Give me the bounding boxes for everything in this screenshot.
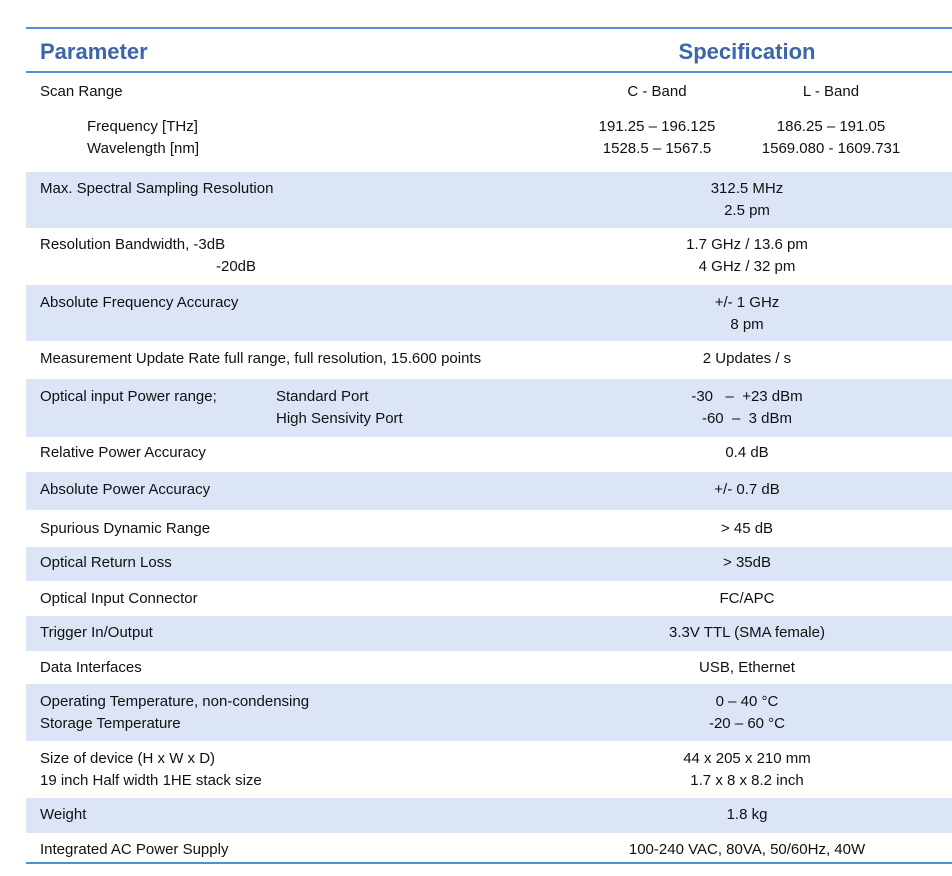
power-supply-label: Integrated AC Power Supply: [40, 841, 229, 858]
connector-label: Optical Input Connector: [40, 590, 198, 607]
spurious-label: Spurious Dynamic Range: [40, 520, 211, 537]
sampling-spec-2: 2.5 pm: [724, 202, 770, 219]
storage-temp-spec: -20 – 60 °C: [708, 715, 786, 732]
input-power-spec-1: -30 – +23 dBm: [691, 388, 803, 405]
row-data-interfaces: [26, 651, 952, 684]
row-relative-power-accuracy: [26, 437, 952, 472]
weight-spec: 1.8 kg: [726, 806, 768, 823]
operating-temp-spec: 0 – 40 °C: [715, 693, 779, 710]
size-spec-mm: 44 x 205 x 210 mm: [683, 750, 811, 767]
storage-temp-label: Storage Temperature: [40, 715, 181, 732]
connector-spec: FC/APC: [719, 590, 775, 607]
row-optical-return-loss: [26, 547, 952, 581]
c-band-header: C - Band: [627, 83, 687, 100]
weight-label: Weight: [40, 806, 87, 823]
abs-power-label: Absolute Power Accuracy: [40, 481, 211, 498]
table-header: [26, 29, 952, 73]
size-label: Size of device (H x W x D): [40, 750, 216, 767]
row-trigger: [26, 616, 952, 651]
sampling-label: Max. Spectral Sampling Resolution: [40, 180, 274, 197]
update-rate-label: Measurement Update Rate full range, full resolution, 15.600 points: [40, 350, 482, 367]
table-bottom-rule: [26, 862, 952, 864]
size-spec-inch: 1.7 x 8 x 8.2 inch: [690, 772, 804, 789]
l-band-frequency: 186.25 – 191.05: [776, 118, 886, 135]
row-weight: [26, 798, 952, 833]
scan-range-label: Scan Range: [40, 83, 123, 100]
l-band-wavelength: 1569.080 - 1609.731: [761, 140, 901, 157]
high-sensivity-port-label: High Sensivity Port: [276, 410, 403, 427]
spurious-spec: > 45 dB: [720, 520, 774, 537]
rel-power-spec: 0.4 dB: [725, 444, 769, 461]
row-spurious-dynamic-range: [26, 510, 952, 547]
rel-power-label: Relative Power Accuracy: [40, 444, 206, 461]
abs-freq-label: Absolute Frequency Accuracy: [40, 294, 239, 311]
power-supply-spec: 100-240 VAC, 80VA, 50/60Hz, 40W: [628, 841, 866, 858]
c-band-wavelength: 1528.5 – 1567.5: [602, 140, 712, 157]
trigger-label: Trigger In/Output: [40, 624, 153, 641]
c-band-frequency: 191.25 – 196.125: [598, 118, 716, 135]
update-rate-spec: 2 Updates / s: [702, 350, 792, 367]
standard-port-label: Standard Port: [276, 388, 369, 405]
abs-power-spec: +/- 0.7 dB: [714, 481, 780, 498]
rbw-spec-2: 4 GHz / 32 pm: [698, 258, 796, 275]
row-frequency-wavelength: [26, 107, 952, 172]
stack-size-label: 19 inch Half width 1HE stack size: [40, 772, 262, 789]
rbw-label: Resolution Bandwidth, -3dB: [40, 236, 226, 253]
row-absolute-frequency-accuracy: [26, 285, 952, 341]
rbw-spec-1: 1.7 GHz / 13.6 pm: [686, 236, 808, 253]
return-loss-spec: > 35dB: [723, 554, 771, 571]
row-scan-range: [26, 73, 952, 107]
l-band-header: L - Band: [802, 83, 860, 100]
operating-temp-label: Operating Temperature, non-condensing: [40, 693, 310, 710]
wavelength-label: Wavelength [nm]: [87, 140, 199, 157]
row-absolute-power-accuracy: [26, 472, 952, 510]
header-parameter: Parameter: [40, 39, 148, 64]
row-temperature: [26, 684, 952, 741]
frequency-label: Frequency [THz]: [87, 118, 198, 135]
row-size-of-device: [26, 741, 952, 798]
row-sampling-resolution: [26, 172, 952, 228]
row-optical-input-connector: [26, 581, 952, 616]
row-ac-power-supply: [26, 833, 952, 870]
row-resolution-bandwidth: [26, 228, 952, 285]
sampling-spec-1: 312.5 MHz: [710, 180, 784, 197]
input-power-label: Optical input Power range;: [40, 388, 217, 405]
trigger-spec: 3.3V TTL (SMA female): [669, 624, 825, 641]
interfaces-spec: USB, Ethernet: [699, 659, 795, 676]
header-specification: Specification: [678, 39, 816, 64]
input-power-spec-2: -60 – 3 dBm: [701, 410, 793, 427]
return-loss-label: Optical Return Loss: [40, 554, 172, 571]
interfaces-label: Data Interfaces: [40, 659, 142, 676]
abs-freq-spec-1: +/- 1 GHz: [714, 294, 780, 311]
rbw-label-20db: -20dB: [216, 258, 257, 275]
row-input-power-range: [26, 379, 952, 437]
abs-freq-spec-2: 8 pm: [730, 316, 764, 333]
spec-table: [26, 29, 952, 870]
row-update-rate: [26, 341, 952, 379]
